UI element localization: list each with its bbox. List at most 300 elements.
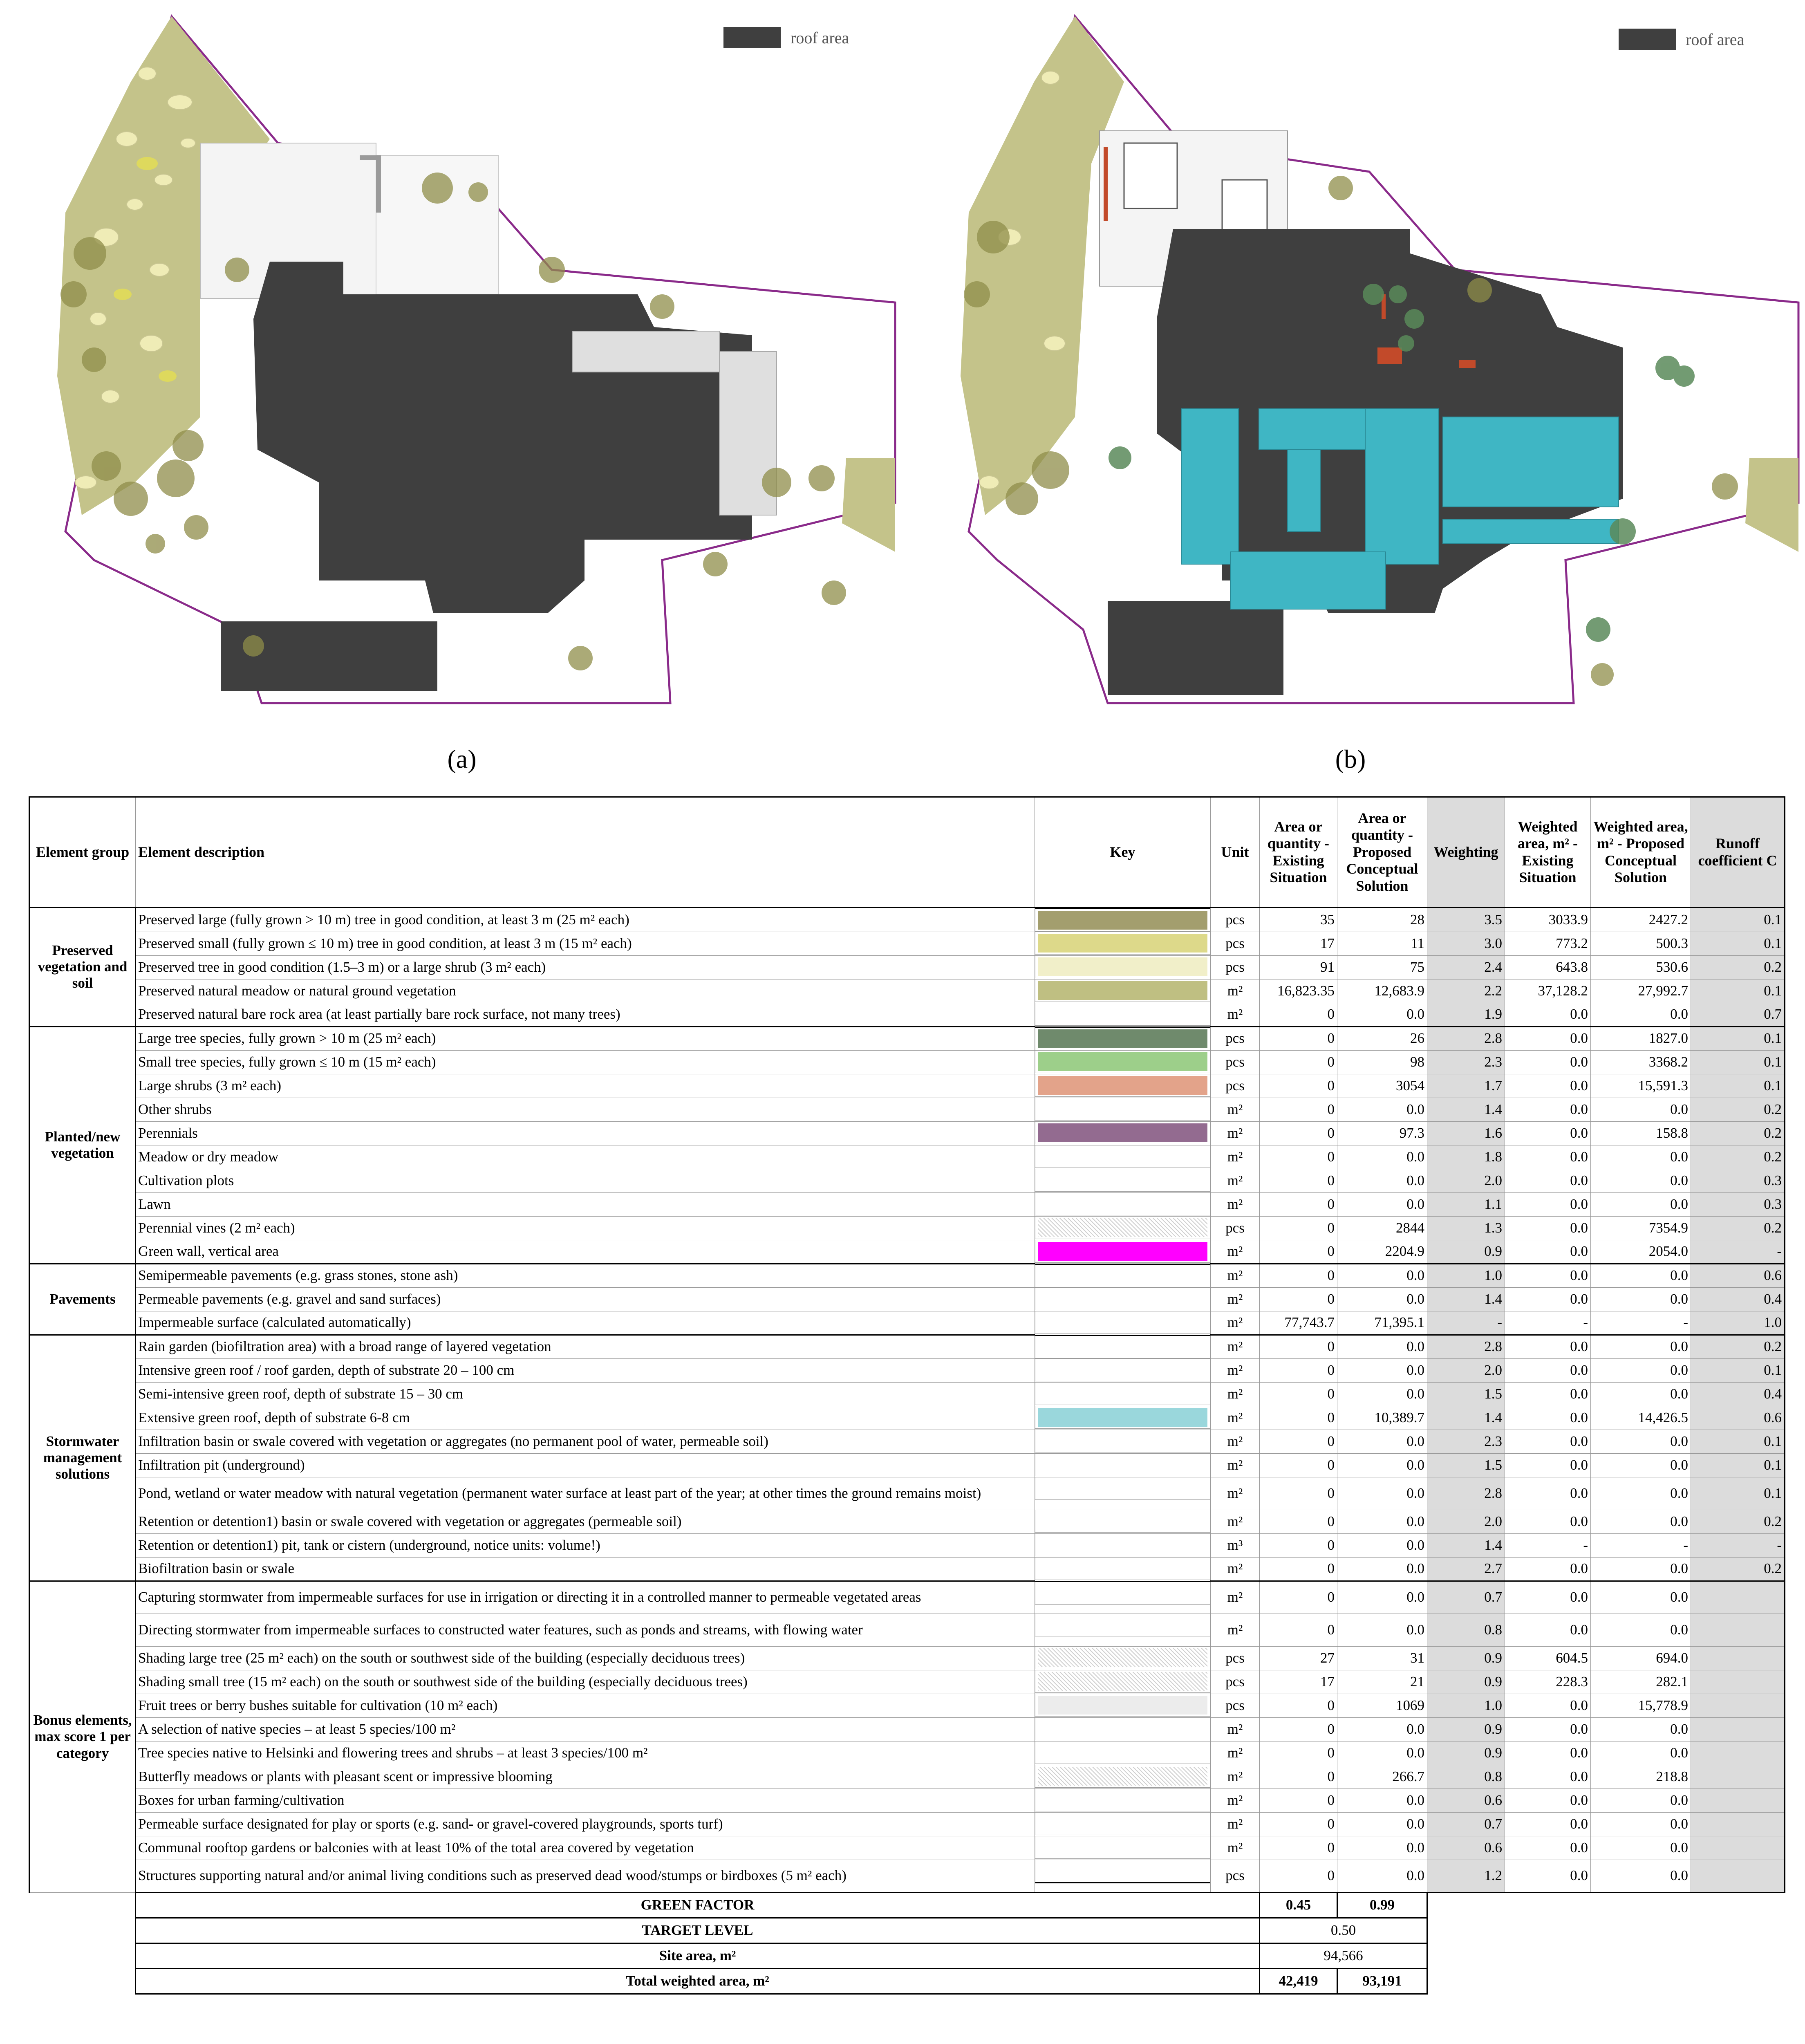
key-color-swatch: [1038, 1360, 1207, 1379]
weighted-existing-value: 37,128.2: [1505, 979, 1591, 1003]
unit-cell: m²: [1211, 1453, 1260, 1477]
key-color-swatch: [1038, 1100, 1207, 1118]
existing-value: 77,743.7: [1260, 1311, 1337, 1335]
weighted-existing-value: 0.0: [1505, 1121, 1591, 1145]
weighting-value: 2.8: [1427, 1026, 1505, 1050]
weighted-proposed-value: 0.0: [1591, 1477, 1691, 1510]
weighted-proposed-value: 2427.2: [1591, 908, 1691, 932]
element-description: Permeable pavements (e.g. gravel and sand surfaces): [136, 1287, 1035, 1311]
key-color-swatch: [1038, 957, 1207, 976]
element-description: Large shrubs (3 m² each): [136, 1074, 1035, 1098]
element-description: Shading large tree (25 m² each) on the south or southwest side of the building (especially deciduous trees): [136, 1646, 1035, 1670]
legend-b-label: roof area: [1686, 30, 1745, 49]
table-row: [29, 1098, 1785, 1121]
unit-cell: m³: [1211, 1533, 1260, 1557]
existing-value: 0: [1260, 1145, 1337, 1169]
key-swatch: [1035, 1216, 1210, 1239]
key-swatch: [1035, 1169, 1210, 1192]
proposed-value: 2204.9: [1337, 1240, 1427, 1264]
proposed-value: 0.0: [1337, 1098, 1427, 1121]
unit-cell: pcs: [1211, 1670, 1260, 1694]
existing-value: 16,823.35: [1260, 979, 1337, 1003]
existing-value: 0: [1260, 1510, 1337, 1533]
key-swatch: [1035, 1717, 1210, 1740]
weighted-proposed-value: 3368.2: [1591, 1050, 1691, 1074]
runoff-value: 0.1: [1691, 1430, 1785, 1453]
existing-value: 0: [1260, 1581, 1337, 1614]
unit-cell: m²: [1211, 1382, 1260, 1406]
element-description: Infiltration basin or swale covered with vegetation or aggregates (no permanent pool of water, permeable soil): [136, 1430, 1035, 1453]
key-color-swatch: [1038, 1432, 1207, 1450]
key-color-swatch: [1038, 1076, 1207, 1095]
key-color-swatch: [1038, 1218, 1207, 1237]
roof-area-swatch: [723, 27, 781, 48]
runoff-value: [1691, 1788, 1785, 1812]
key-color-swatch: [1038, 1512, 1207, 1531]
runoff-value: [1691, 1765, 1785, 1788]
existing-value: 27: [1260, 1646, 1337, 1670]
runoff-value: 0.1: [1691, 1074, 1785, 1098]
element-description: Semipermeable pavements (e.g. grass stones, stone ash): [136, 1264, 1035, 1287]
proposed-value: 28: [1337, 908, 1427, 932]
weighted-proposed-value: 0.0: [1591, 1003, 1691, 1026]
element-group: Stormwater management solutions: [29, 1335, 136, 1581]
runoff-value: 0.3: [1691, 1192, 1785, 1216]
table-row: [29, 1074, 1785, 1098]
weighting-value: 2.0: [1427, 1358, 1505, 1382]
table-row: [29, 979, 1785, 1003]
runoff-value: 0.1: [1691, 979, 1785, 1003]
weighting-value: 3.5: [1427, 908, 1505, 932]
table-row: [29, 1192, 1785, 1216]
unit-cell: m²: [1211, 1614, 1260, 1646]
header-proposed: Area or quantity - Proposed Conceptual Solution: [1337, 797, 1427, 908]
existing-value: 0: [1260, 1717, 1337, 1741]
existing-value: 91: [1260, 955, 1337, 979]
proposed-value: 0.0: [1337, 1533, 1427, 1557]
existing-value: 0: [1260, 1003, 1337, 1026]
proposed-value: 0.0: [1337, 1741, 1427, 1765]
weighted-existing-value: 0.0: [1505, 1216, 1591, 1240]
weighted-proposed-value: 500.3: [1591, 932, 1691, 955]
existing-value: 0: [1260, 1121, 1337, 1145]
key-color-swatch: [1038, 1696, 1207, 1715]
key-color-swatch: [1038, 1719, 1207, 1738]
weighting-value: 0.8: [1427, 1614, 1505, 1646]
key-swatch: [1035, 1264, 1210, 1287]
weighting-value: 1.3: [1427, 1216, 1505, 1240]
weighted-existing-value: -: [1505, 1311, 1591, 1335]
proposed-value: 0.0: [1337, 1382, 1427, 1406]
element-description: Preserved large (fully grown > 10 m) tree in good condition, at least 3 m (25 m² each): [136, 908, 1035, 932]
weighting-value: 2.0: [1427, 1169, 1505, 1192]
weighted-existing-value: 0.0: [1505, 1510, 1591, 1533]
unit-cell: pcs: [1211, 1646, 1260, 1670]
weighting-value: 0.7: [1427, 1812, 1505, 1836]
weighting-value: 0.7: [1427, 1581, 1505, 1614]
key-swatch: [1035, 1741, 1210, 1764]
proposed-value: 0.0: [1337, 1430, 1427, 1453]
weighted-existing-value: 228.3: [1505, 1670, 1591, 1694]
key-color-swatch: [1038, 1838, 1207, 1857]
key-color-swatch: [1038, 934, 1207, 953]
proposed-value: 0.0: [1337, 1287, 1427, 1311]
key-color-swatch: [1038, 1584, 1207, 1602]
existing-value: 0: [1260, 1741, 1337, 1765]
green-factor-table: [29, 796, 1785, 1995]
proposed-value: 0.0: [1337, 1145, 1427, 1169]
element-description: Impermeable surface (calculated automatically): [136, 1311, 1035, 1335]
weighted-proposed-value: 0.0: [1591, 1860, 1691, 1892]
table-row: [29, 1003, 1785, 1026]
table-row: [29, 1026, 1785, 1050]
total-weighted-existing: 42,419: [1260, 1968, 1337, 1994]
weighted-existing-value: 0.0: [1505, 1192, 1591, 1216]
unit-cell: m²: [1211, 1287, 1260, 1311]
unit-cell: m²: [1211, 1406, 1260, 1430]
key-color-swatch: [1038, 1455, 1207, 1474]
key-swatch: [1035, 1121, 1210, 1144]
proposed-value: 31: [1337, 1646, 1427, 1670]
runoff-value: -: [1691, 1240, 1785, 1264]
key-color-swatch: [1038, 1005, 1207, 1024]
existing-value: 0: [1260, 1614, 1337, 1646]
key-swatch: [1035, 1358, 1210, 1381]
unit-cell: pcs: [1211, 1216, 1260, 1240]
weighting-value: 0.8: [1427, 1765, 1505, 1788]
key-swatch: [1035, 1860, 1210, 1883]
weighted-existing-value: 643.8: [1505, 955, 1591, 979]
existing-value: 0: [1260, 1050, 1337, 1074]
key-swatch: [1035, 1557, 1210, 1580]
weighting-value: 1.0: [1427, 1264, 1505, 1287]
unit-cell: pcs: [1211, 1860, 1260, 1892]
key-swatch: [1035, 1788, 1210, 1811]
weighted-existing-value: 0.0: [1505, 1050, 1591, 1074]
unit-cell: m²: [1211, 1335, 1260, 1358]
table-row: [29, 1694, 1785, 1717]
element-description: Rain garden (biofiltration area) with a broad range of layered vegetation: [136, 1335, 1035, 1358]
unit-cell: m²: [1211, 1836, 1260, 1860]
element-description: Communal rooftop gardens or balconies with at least 10% of the total area covered by vegetation: [136, 1836, 1035, 1860]
weighting-value: 0.6: [1427, 1836, 1505, 1860]
weighted-proposed-value: 0.0: [1591, 1510, 1691, 1533]
weighted-proposed-value: 15,591.3: [1591, 1074, 1691, 1098]
runoff-value: 0.2: [1691, 1335, 1785, 1358]
existing-value: 0: [1260, 1765, 1337, 1788]
key-swatch: [1035, 1765, 1210, 1788]
table-row: [29, 1382, 1785, 1406]
key-color-swatch: [1038, 1313, 1207, 1332]
proposed-value: 0.0: [1337, 1358, 1427, 1382]
key-color-swatch: [1038, 1242, 1207, 1261]
runoff-value: 0.4: [1691, 1382, 1785, 1406]
existing-value: 0: [1260, 1358, 1337, 1382]
element-description: Extensive green roof, depth of substrate 6-8 cm: [136, 1406, 1035, 1430]
runoff-value: 0.2: [1691, 955, 1785, 979]
weighting-value: 2.4: [1427, 955, 1505, 979]
unit-cell: m²: [1211, 1557, 1260, 1581]
table-row: [29, 1765, 1785, 1788]
unit-cell: pcs: [1211, 955, 1260, 979]
existing-value: 0: [1260, 1240, 1337, 1264]
weighted-existing-value: 0.0: [1505, 1717, 1591, 1741]
weighting-value: 3.0: [1427, 932, 1505, 955]
weighting-value: 1.1: [1427, 1192, 1505, 1216]
existing-value: 0: [1260, 1098, 1337, 1121]
weighting-value: 2.8: [1427, 1477, 1505, 1510]
unit-cell: m²: [1211, 1145, 1260, 1169]
key-color-swatch: [1038, 1266, 1207, 1285]
proposed-value: 0.0: [1337, 1192, 1427, 1216]
existing-value: 0: [1260, 1533, 1337, 1557]
proposed-value: 0.0: [1337, 1510, 1427, 1533]
weighting-value: -: [1427, 1311, 1505, 1335]
key-swatch: [1035, 1287, 1210, 1310]
weighted-existing-value: 0.0: [1505, 1240, 1591, 1264]
target-level-value: 0.50: [1260, 1918, 1427, 1943]
site-plan-existing: [25, 8, 899, 719]
weighting-value: 2.3: [1427, 1050, 1505, 1074]
table-row: [29, 1788, 1785, 1812]
key-swatch: [1035, 1453, 1210, 1476]
runoff-value: [1691, 1670, 1785, 1694]
weighting-value: 0.9: [1427, 1240, 1505, 1264]
key-swatch: [1035, 1192, 1210, 1215]
existing-value: 0: [1260, 1074, 1337, 1098]
weighted-proposed-value: 0.0: [1591, 1812, 1691, 1836]
weighted-existing-value: 0.0: [1505, 1860, 1591, 1892]
weighted-existing-value: 0.0: [1505, 1430, 1591, 1453]
unit-cell: pcs: [1211, 1050, 1260, 1074]
existing-value: 0: [1260, 1216, 1337, 1240]
existing-value: 0: [1260, 1477, 1337, 1510]
key-swatch: [1035, 1026, 1210, 1050]
key-color-swatch: [1038, 1338, 1207, 1356]
table-row: [29, 1670, 1785, 1694]
key-color-swatch: [1038, 1052, 1207, 1071]
unit-cell: m²: [1211, 1812, 1260, 1836]
existing-value: 17: [1260, 932, 1337, 955]
table-row: [29, 908, 1785, 932]
existing-value: 0: [1260, 1287, 1337, 1311]
element-description: Preserved tree in good condition (1.5–3 m) or a large shrub (3 m² each): [136, 955, 1035, 979]
element-description: Retention or detention1) basin or swale covered with vegetation or aggregates (permeable soil): [136, 1510, 1035, 1533]
weighted-existing-value: 0.0: [1505, 1074, 1591, 1098]
runoff-value: 0.1: [1691, 908, 1785, 932]
unit-cell: m²: [1211, 1169, 1260, 1192]
weighting-value: 1.9: [1427, 1003, 1505, 1026]
existing-value: 0: [1260, 1169, 1337, 1192]
key-swatch: [1035, 1510, 1210, 1533]
table-row: [29, 1335, 1785, 1358]
proposed-value: 266.7: [1337, 1765, 1427, 1788]
runoff-value: [1691, 1741, 1785, 1765]
proposed-value: 0.0: [1337, 1788, 1427, 1812]
table-row: [29, 1614, 1785, 1646]
existing-value: 0: [1260, 1788, 1337, 1812]
element-description: A selection of native species – at least 5 species/100 m²: [136, 1717, 1035, 1741]
weighted-proposed-value: 2054.0: [1591, 1240, 1691, 1264]
existing-value: 0: [1260, 1430, 1337, 1453]
proposed-value: 1069: [1337, 1694, 1427, 1717]
weighted-proposed-value: 0.0: [1591, 1145, 1691, 1169]
weighted-proposed-value: 0.0: [1591, 1717, 1691, 1741]
green-factor-existing: 0.45: [1260, 1892, 1337, 1918]
runoff-value: [1691, 1836, 1785, 1860]
table-row: [29, 1646, 1785, 1670]
existing-value: 0: [1260, 1406, 1337, 1430]
runoff-value: [1691, 1717, 1785, 1741]
key-color-swatch: [1038, 1029, 1207, 1048]
weighted-proposed-value: 158.8: [1591, 1121, 1691, 1145]
table-row: [29, 1287, 1785, 1311]
key-swatch: [1035, 1646, 1210, 1669]
proposed-value: 0.0: [1337, 1264, 1427, 1287]
runoff-value: 0.6: [1691, 1264, 1785, 1287]
runoff-value: 0.1: [1691, 1358, 1785, 1382]
weighted-existing-value: 0.0: [1505, 1812, 1591, 1836]
key-swatch: [1035, 1533, 1210, 1556]
key-color-swatch: [1038, 1289, 1207, 1308]
key-color-swatch: [1038, 1195, 1207, 1213]
element-group: Planted/new vegetation: [29, 1026, 136, 1264]
element-description: Shading small tree (15 m² each) on the south or southwest side of the building (especially deciduous trees): [136, 1670, 1035, 1694]
weighted-existing-value: 0.0: [1505, 1026, 1591, 1050]
total-weighted-proposed: 93,191: [1337, 1968, 1427, 1994]
existing-value: 0: [1260, 1860, 1337, 1892]
header-description: Element description: [136, 797, 1035, 908]
key-swatch: [1035, 1074, 1210, 1097]
weighting-value: 2.3: [1427, 1430, 1505, 1453]
element-description: Pond, wetland or water meadow with natural vegetation (permanent water surface at least part of the year; at other times the ground remains moist): [136, 1477, 1035, 1510]
unit-cell: pcs: [1211, 908, 1260, 932]
runoff-value: 0.6: [1691, 1406, 1785, 1430]
weighting-value: 1.4: [1427, 1287, 1505, 1311]
table-row: [29, 1311, 1785, 1335]
element-description: Semi-intensive green roof, depth of substrate 15 – 30 cm: [136, 1382, 1035, 1406]
key-color-swatch: [1038, 1147, 1207, 1166]
existing-value: 0: [1260, 1557, 1337, 1581]
element-description: Butterfly meadows or plants with pleasant scent or impressive blooming: [136, 1765, 1035, 1788]
runoff-value: 0.2: [1691, 1098, 1785, 1121]
table-row: [29, 1510, 1785, 1533]
table-row: [29, 1169, 1785, 1192]
weighted-proposed-value: -: [1591, 1533, 1691, 1557]
weighted-proposed-value: 0.0: [1591, 1430, 1691, 1453]
element-description: Retention or detention1) pit, tank or cistern (underground, notice units: volume!): [136, 1533, 1035, 1557]
runoff-value: 0.1: [1691, 932, 1785, 955]
weighting-value: 2.8: [1427, 1335, 1505, 1358]
element-group: Bonus elements, max score 1 per category: [29, 1581, 136, 1892]
table-row: [29, 1358, 1785, 1382]
weighting-value: 1.7: [1427, 1074, 1505, 1098]
key-color-swatch: [1038, 1814, 1207, 1833]
runoff-value: 0.4: [1691, 1287, 1785, 1311]
element-description: Other shrubs: [136, 1098, 1035, 1121]
weighted-existing-value: 0.0: [1505, 1358, 1591, 1382]
table-row: [29, 1145, 1785, 1169]
header-key: Key: [1035, 797, 1211, 908]
proposed-value: 0.0: [1337, 1169, 1427, 1192]
table-row: [29, 932, 1785, 955]
weighted-existing-value: 0.0: [1505, 1788, 1591, 1812]
key-swatch: [1035, 955, 1210, 978]
proposed-value: 98: [1337, 1050, 1427, 1074]
table-row: [29, 1216, 1785, 1240]
header-weighted-existing: Weighted area, m² - Existing Situation: [1505, 797, 1591, 908]
proposed-value: 0.0: [1337, 1453, 1427, 1477]
weighting-value: 2.7: [1427, 1557, 1505, 1581]
element-description: Structures supporting natural and/or animal living conditions such as preserved dead wood/stumps or birdboxes (5 m² each): [136, 1860, 1035, 1892]
key-color-swatch: [1038, 1743, 1207, 1762]
key-swatch: [1035, 1614, 1210, 1636]
weighting-value: 1.4: [1427, 1533, 1505, 1557]
key-color-swatch: [1038, 981, 1207, 1000]
weighted-proposed-value: 0.0: [1591, 1581, 1691, 1614]
element-description: Preserved small (fully grown ≤ 10 m) tree in good condition, at least 3 m (15 m² each): [136, 932, 1035, 955]
element-description: Boxes for urban farming/cultivation: [136, 1788, 1035, 1812]
unit-cell: pcs: [1211, 1694, 1260, 1717]
existing-value: 0: [1260, 1836, 1337, 1860]
table-row: [29, 1836, 1785, 1860]
weighted-proposed-value: 282.1: [1591, 1670, 1691, 1694]
weighted-proposed-value: 0.0: [1591, 1287, 1691, 1311]
site-plan-proposed: [928, 8, 1803, 719]
proposed-value: 0.0: [1337, 1477, 1427, 1510]
proposed-value: 11: [1337, 932, 1427, 955]
weighted-existing-value: 0.0: [1505, 1287, 1591, 1311]
key-color-swatch: [1038, 1171, 1207, 1190]
key-color-swatch: [1038, 1479, 1207, 1498]
table-row: [29, 1557, 1785, 1581]
proposed-value: 21: [1337, 1670, 1427, 1694]
key-swatch: [1035, 1003, 1210, 1026]
key-swatch: [1035, 908, 1210, 932]
element-description: Large tree species, fully grown > 10 m (25 m² each): [136, 1026, 1035, 1050]
key-color-swatch: [1038, 1123, 1207, 1142]
weighted-existing-value: 0.0: [1505, 1003, 1591, 1026]
element-group: Pavements: [29, 1264, 136, 1335]
weighted-existing-value: 0.0: [1505, 1169, 1591, 1192]
element-description: Lawn: [136, 1192, 1035, 1216]
proposed-value: 2844: [1337, 1216, 1427, 1240]
unit-cell: m²: [1211, 1264, 1260, 1287]
unit-cell: m²: [1211, 1510, 1260, 1533]
green-factor-label: GREEN FACTOR: [136, 1892, 1260, 1918]
weighted-proposed-value: 530.6: [1591, 955, 1691, 979]
table-row: [29, 1860, 1785, 1892]
unit-cell: m²: [1211, 1741, 1260, 1765]
table-row: [29, 1050, 1785, 1074]
key-color-swatch: [1038, 1791, 1207, 1809]
key-swatch: [1035, 1812, 1210, 1835]
element-description: Biofiltration basin or swale: [136, 1557, 1035, 1581]
key-color-swatch: [1038, 1672, 1207, 1691]
element-description: Preserved natural bare rock area (at least partially bare rock surface, not many trees): [136, 1003, 1035, 1026]
runoff-value: 0.2: [1691, 1121, 1785, 1145]
runoff-value: 0.1: [1691, 1477, 1785, 1510]
unit-cell: m²: [1211, 1765, 1260, 1788]
weighted-proposed-value: 7354.9: [1591, 1216, 1691, 1240]
weighted-existing-value: 0.0: [1505, 1614, 1591, 1646]
existing-value: 35: [1260, 908, 1337, 932]
weighted-proposed-value: -: [1591, 1311, 1691, 1335]
key-swatch: [1035, 1694, 1210, 1717]
runoff-value: 0.1: [1691, 1453, 1785, 1477]
panel-label-b: (b): [1335, 744, 1366, 773]
proposed-value: 0.0: [1337, 1581, 1427, 1614]
